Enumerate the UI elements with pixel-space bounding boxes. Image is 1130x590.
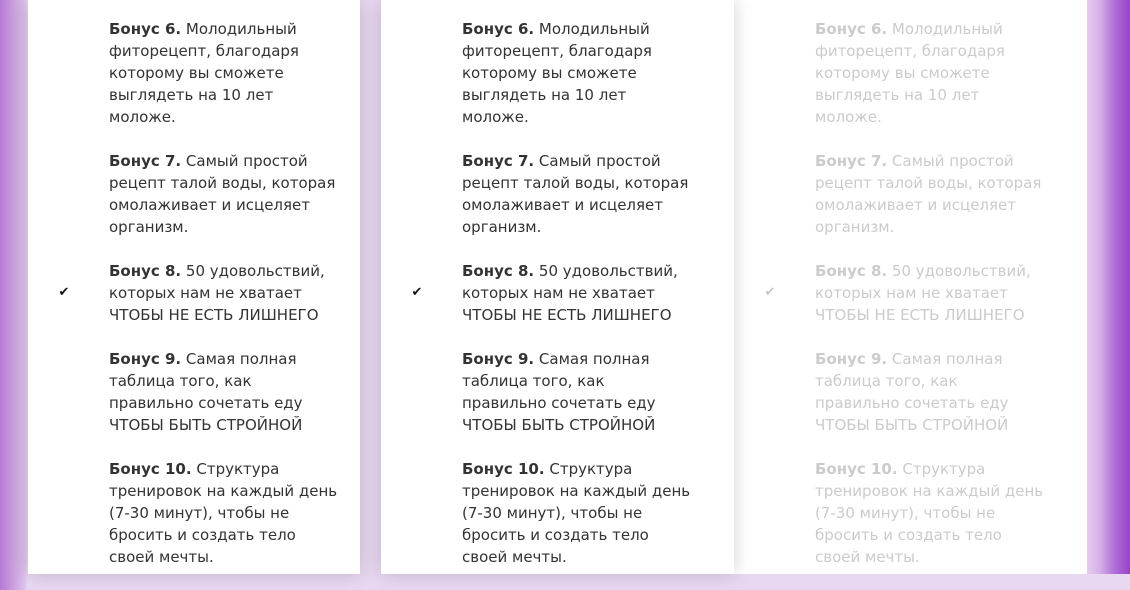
bonus-description: Молодильный	[891, 20, 1003, 38]
checkmark-icon: ✔	[58, 285, 70, 300]
bonus-text-line: фиторецепт, благодаря	[462, 42, 652, 60]
bonus-text-line: моложе.	[815, 108, 882, 126]
bonus-label: Бонус 9.	[109, 350, 182, 368]
background-right-gradient	[1086, 0, 1130, 574]
bonus-text-line: которых нам не хватает	[815, 284, 1008, 302]
bonus-description: Самый простой	[185, 152, 308, 170]
bonus-text-line: правильно сочетать еду	[815, 394, 1009, 412]
bonus-text-line: организм.	[815, 218, 895, 236]
bonus-text-line: (7-30 минут), чтобы не	[462, 504, 643, 522]
checkmark-icon: ✔	[764, 285, 776, 300]
pricing-card-2	[381, 0, 734, 574]
pricing-card-3	[734, 0, 1087, 574]
bonus-label: Бонус 7.	[462, 152, 535, 170]
bonus-label: Бонус 7.	[815, 152, 888, 170]
bonus-label: Бонус 7.	[109, 152, 182, 170]
bonus-text-line: выглядеть на 10 лет	[109, 86, 274, 104]
bonus-label: Бонус 10.	[815, 460, 898, 478]
bonus-item	[381, 348, 734, 436]
bonus-text-line	[462, 150, 714, 172]
bonus-text-line: которому вы сможете	[815, 64, 990, 82]
bonus-text-line: правильно сочетать еду	[462, 394, 656, 412]
bonus-item	[734, 458, 1087, 568]
bonus-text-line: выглядеть на 10 лет	[462, 86, 627, 104]
bonus-description: Молодильный	[538, 20, 650, 38]
bonus-text-line: которому вы сможете	[462, 64, 637, 82]
bonus-item	[28, 150, 360, 238]
bonus-text-line	[462, 348, 714, 370]
bonus-label: Бонус 6.	[462, 20, 535, 38]
bonus-label: Бонус 9.	[462, 350, 535, 368]
bonus-text-line: ЧТОБЫ БЫТЬ СТРОЙНОЙ	[815, 416, 1009, 434]
bonus-text-line: выглядеть на 10 лет	[815, 86, 980, 104]
bonus-text-line: ЧТОБЫ БЫТЬ СТРОЙНОЙ	[109, 416, 303, 434]
bonus-text-line: таблица того, как	[462, 372, 605, 390]
bonus-text-line: омолаживает и исцеляет	[462, 196, 664, 214]
bonus-text-line: тренировок на каждый день	[109, 482, 338, 500]
bonus-item	[28, 18, 360, 128]
bonus-description: Самая полная	[185, 350, 297, 368]
bonus-text-line: своей мечты.	[815, 548, 920, 566]
bonus-item	[381, 18, 734, 128]
bonus-item	[381, 150, 734, 238]
bonus-description: Самая полная	[538, 350, 650, 368]
bonus-text-line: фиторецепт, благодаря	[815, 42, 1005, 60]
bonus-label: Бонус 10.	[109, 460, 192, 478]
bonus-label: Бонус 6.	[815, 20, 888, 38]
bonus-description: Структура	[902, 460, 986, 478]
bonus-label: Бонус 8.	[109, 262, 182, 280]
bonus-description: Самый простой	[891, 152, 1014, 170]
bonus-text-line: своей мечты.	[462, 548, 567, 566]
bonus-item	[28, 260, 360, 326]
bonus-description: 50 удовольствий,	[891, 262, 1031, 280]
bonus-item	[28, 458, 360, 568]
bonus-text-line	[109, 150, 340, 172]
bonus-text-line: организм.	[109, 218, 189, 236]
bonus-text-line	[815, 458, 1067, 480]
bonus-text-line: бросить и создать тело	[815, 526, 1002, 544]
bonus-text-line: которых нам не хватает	[109, 284, 302, 302]
bonus-text-line	[462, 260, 714, 282]
bonus-description: Самая полная	[891, 350, 1003, 368]
bonus-item	[381, 260, 734, 326]
bonus-text-line: моложе.	[109, 108, 176, 126]
bonus-item	[734, 150, 1087, 238]
bonus-text-line: фиторецепт, благодаря	[109, 42, 299, 60]
bonus-text-line	[815, 260, 1067, 282]
bonus-text-line	[815, 150, 1067, 172]
bonus-text-line: таблица того, как	[109, 372, 252, 390]
bonus-text-line: рецепт талой воды, которая	[815, 174, 1042, 192]
pricing-card-1	[28, 0, 360, 574]
bonus-text-line: бросить и создать тело	[462, 526, 649, 544]
bonus-label: Бонус 10.	[462, 460, 545, 478]
bonus-item	[734, 348, 1087, 436]
bonus-label: Бонус 6.	[109, 20, 182, 38]
bonus-item	[28, 348, 360, 436]
bonus-label: Бонус 9.	[815, 350, 888, 368]
bonus-text-line: организм.	[462, 218, 542, 236]
bonus-text-line: ЧТОБЫ БЫТЬ СТРОЙНОЙ	[462, 416, 656, 434]
bonus-text-line	[815, 348, 1067, 370]
bonus-text-line: (7-30 минут), чтобы не	[815, 504, 996, 522]
bonus-description: Структура	[196, 460, 280, 478]
bonus-text-line	[462, 458, 714, 480]
bonus-text-line	[109, 348, 340, 370]
bonus-text-line: ЧТОБЫ НЕ ЕСТЬ ЛИШНЕГО	[462, 306, 672, 324]
bonus-text-line: тренировок на каждый день	[815, 482, 1044, 500]
bonus-text-line: моложе.	[462, 108, 529, 126]
bonus-text-line: правильно сочетать еду	[109, 394, 303, 412]
bonus-description: Молодильный	[185, 20, 297, 38]
bonus-text-line: которых нам не хватает	[462, 284, 655, 302]
bonus-list	[734, 18, 1087, 590]
bonus-text-line: тренировок на каждый день	[462, 482, 691, 500]
bonus-description: 50 удовольствий,	[538, 262, 678, 280]
bonus-text-line: омолаживает и исцеляет	[109, 196, 311, 214]
bonus-text-line: которому вы сможете	[109, 64, 284, 82]
bonus-text-line	[109, 260, 340, 282]
bonus-text-line: омолаживает и исцеляет	[815, 196, 1017, 214]
bonus-text-line: ЧТОБЫ НЕ ЕСТЬ ЛИШНЕГО	[815, 306, 1025, 324]
bonus-text-line	[462, 18, 714, 40]
bonus-text-line: ЧТОБЫ НЕ ЕСТЬ ЛИШНЕГО	[109, 306, 319, 324]
bonus-description: 50 удовольствий,	[185, 262, 325, 280]
bonus-description: Структура	[549, 460, 633, 478]
bonus-text-line: таблица того, как	[815, 372, 958, 390]
checkmark-icon: ✔	[411, 285, 423, 300]
bonus-text-line	[815, 18, 1067, 40]
bonus-item	[734, 260, 1087, 326]
bonus-text-line: (7-30 минут), чтобы не	[109, 504, 290, 522]
bonus-text-line	[109, 18, 340, 40]
bonus-item	[381, 458, 734, 568]
bonus-label: Бонус 8.	[462, 262, 535, 280]
bonus-text-line: рецепт талой воды, которая	[109, 174, 336, 192]
bonus-text-line	[109, 458, 340, 480]
bonus-text-line: своей мечты.	[109, 548, 214, 566]
bonus-label: Бонус 8.	[815, 262, 888, 280]
bonus-list	[381, 18, 734, 590]
bonus-description: Самый простой	[538, 152, 661, 170]
bonus-list	[28, 18, 360, 590]
bonus-item	[734, 18, 1087, 128]
bonus-text-line: рецепт талой воды, которая	[462, 174, 689, 192]
bonus-text-line: бросить и создать тело	[109, 526, 296, 544]
